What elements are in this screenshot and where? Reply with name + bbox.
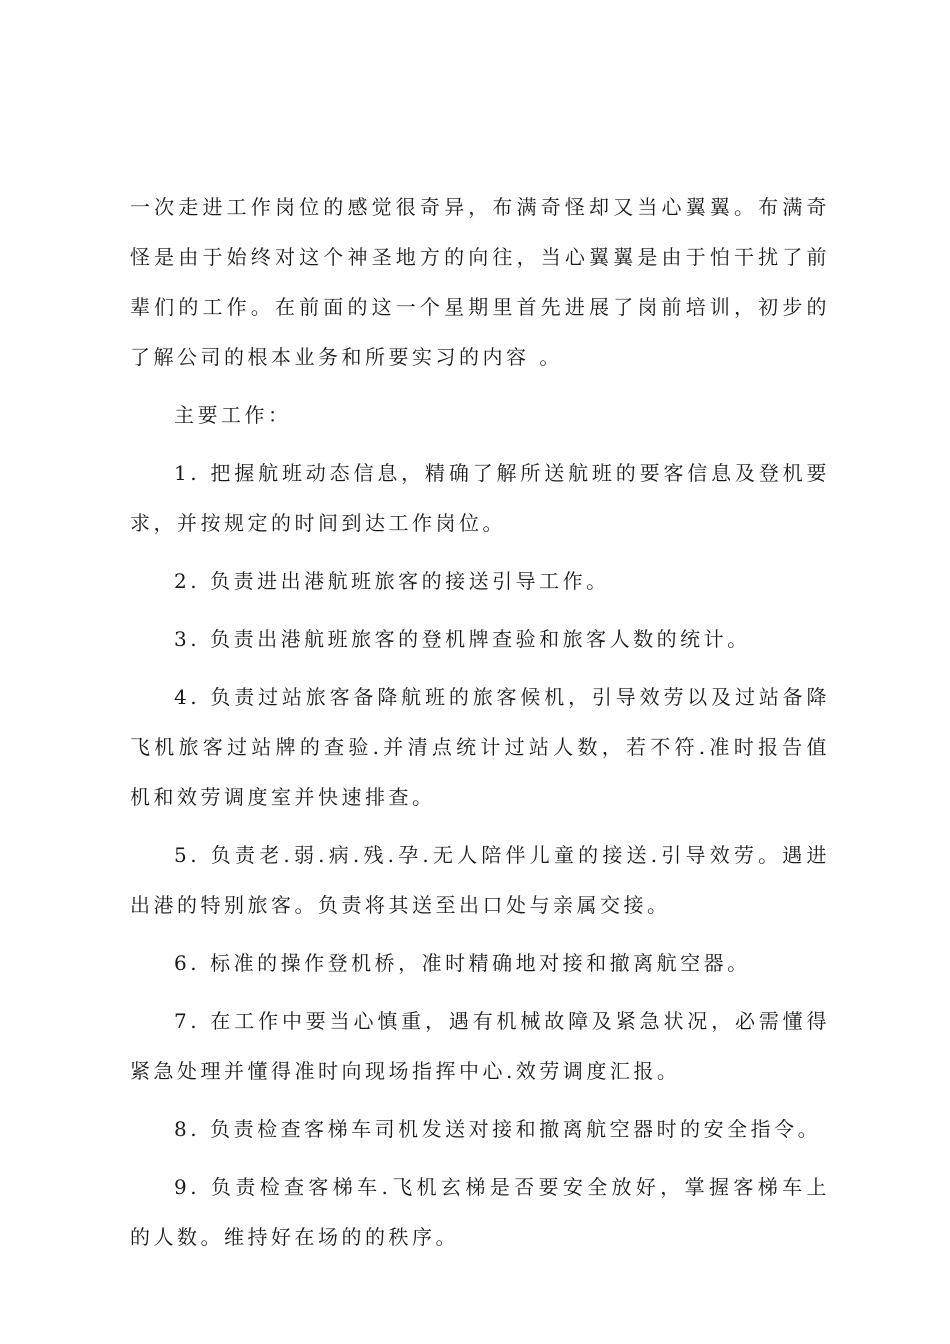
item-text: 负责检查客梯车司机发送对接和撤离航空器时的安全指令。 [210,1117,822,1141]
work-item-1 [130,448,830,548]
work-item-4 [130,672,830,822]
item-text: 负责检查客梯车.飞机玄梯是否要安全放好，掌握客梯车上的人数。维持好在场的的秩序。 [130,1175,830,1249]
item-number: 9. [174,1175,201,1199]
work-item-3 [130,614,830,664]
intro-paragraph: 一次走进工作岗位的感觉很奇异，布满奇怪却又当心翼翼。布满奇怪是由于始终对这个神圣地方的向往，当心翼翼是由于怕干扰了前辈们的工作。在前面的这一个星期里首先进展了岗前培训，初步的了解公司的根本业务和所要实习的内容 。 [130,195,830,369]
work-item-2 [130,556,830,606]
item-text: 把握航班动态信息，精确了解所送航班的要客信息及登机要求，并按规定的时间到达工作岗位。 [130,461,830,535]
item-number: 6. [174,951,201,975]
item-number: 3. [174,627,201,651]
item-number: 4. [174,685,201,709]
work-item-6 [130,938,830,988]
item-text: 负责老.弱.病.残.孕.无人陪伴儿童的接送.引导效劳。遇进出港的特别旅客。负责将其送至出口处与亲属交接。 [130,843,830,917]
item-text: 负责进出港航班旅客的接送引导工作。 [210,569,610,593]
work-item-9 [130,1162,830,1262]
item-text: 在工作中要当心慎重，遇有机械故障及紧急状况，必需懂得紧急处理并懂得准时向现场指挥中心.效劳调度汇报。 [130,1009,830,1083]
section-heading: 主要工作： [174,403,292,427]
item-number: 5. [174,843,201,867]
work-item-8 [130,1104,830,1154]
item-text: 标准的操作登机桥，准时精确地对接和撤离航空器。 [210,951,751,975]
work-item-5 [130,830,830,930]
work-item-7 [130,996,830,1096]
item-number: 2. [174,569,201,593]
item-text: 负责出港航班旅客的登机牌查验和旅客人数的统计。 [210,627,751,651]
document-body [130,182,830,1262]
item-number: 8. [174,1117,201,1141]
item-text: 负责过站旅客备降航班的旅客候机，引导效劳以及过站备降飞机旅客过站牌的查验.并清点统计过站人数，若不符.准时报告值机和效劳调度室并快速排查。 [130,685,830,809]
item-number: 7. [174,1009,201,1033]
item-number: 1. [174,461,201,485]
